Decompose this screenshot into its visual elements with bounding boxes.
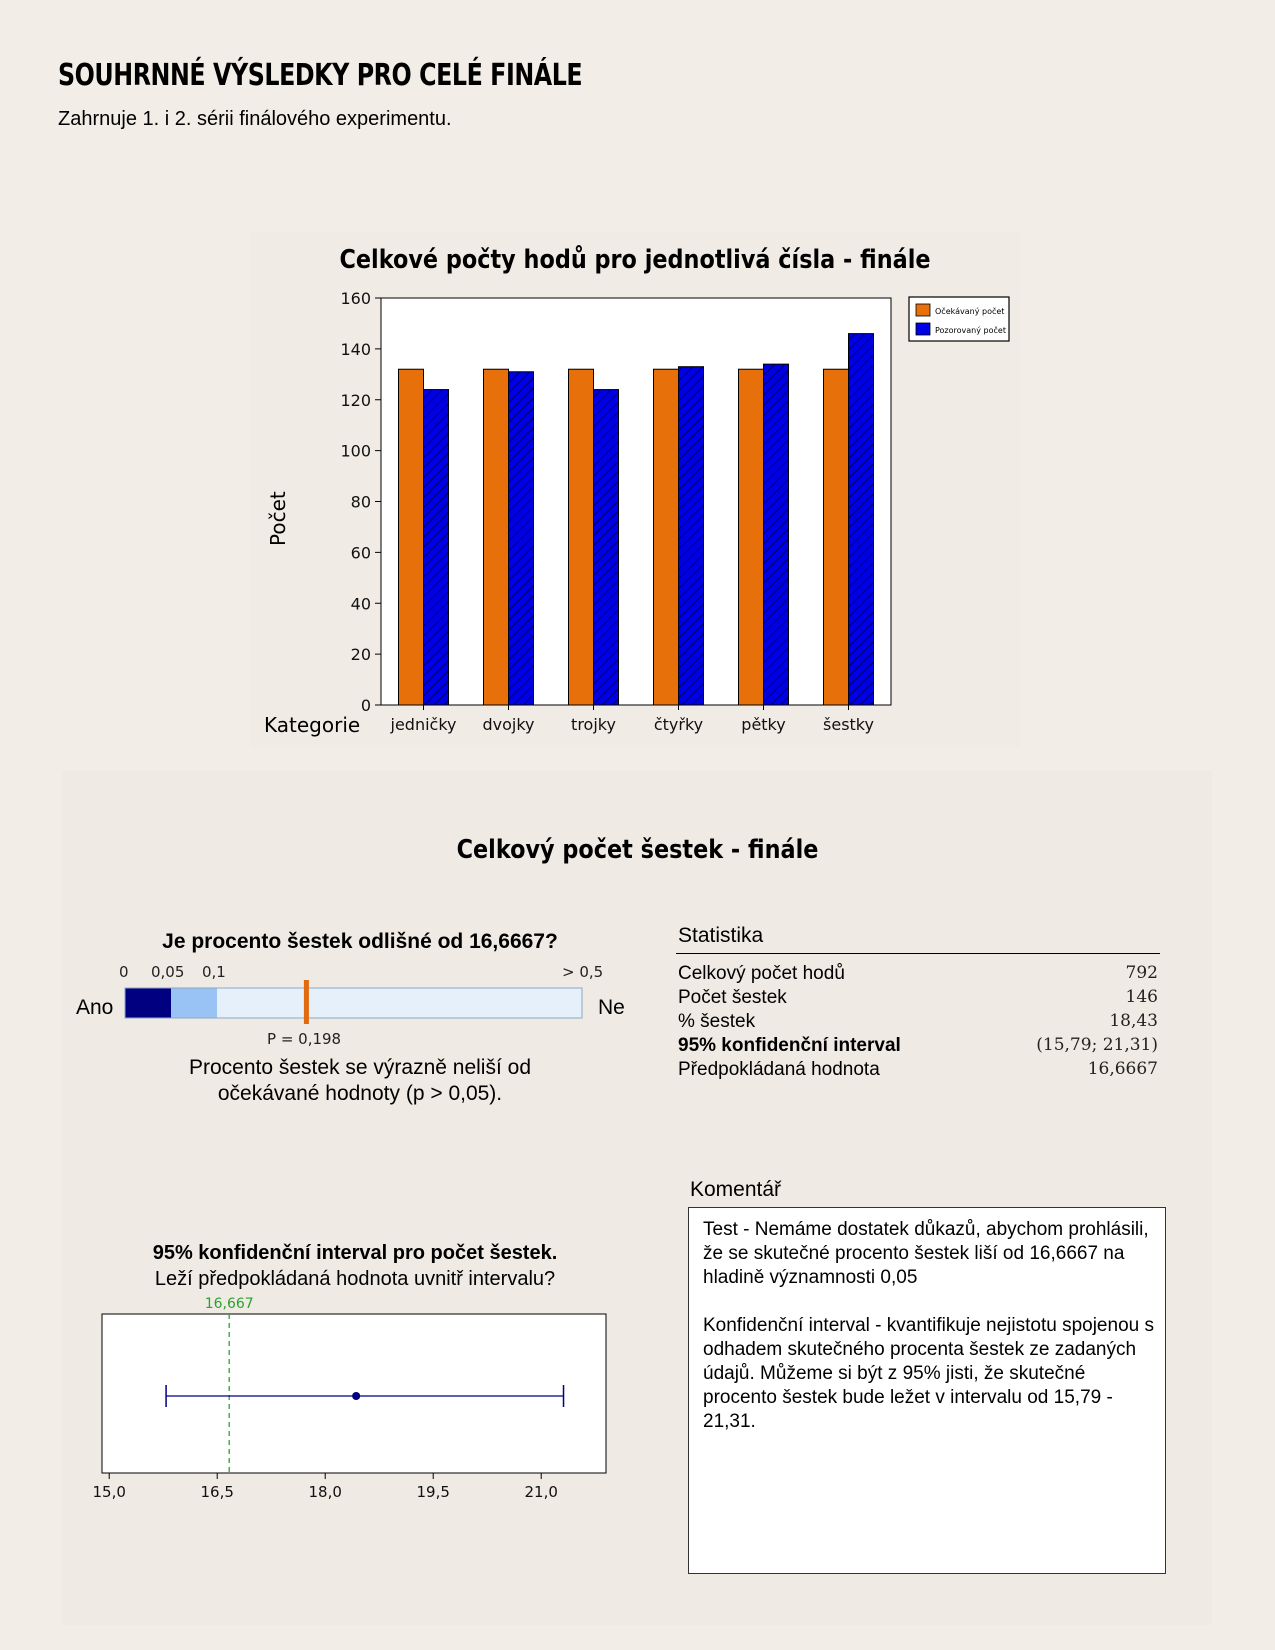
ci-x-tick-label: 21,0 xyxy=(524,1483,558,1501)
bar-observed xyxy=(424,390,449,705)
y-tick-label: 60 xyxy=(350,543,371,563)
pvalue-conclusion: Procento šestek se výrazně neliší od očekávané hodnoty (p > 0,05). xyxy=(188,1056,531,1105)
stat-label: Předpokládaná hodnota xyxy=(678,1059,880,1080)
pvalue-scale-bar xyxy=(120,978,584,1026)
x-tick-label: čtyřky xyxy=(653,715,704,734)
y-tick-label: 120 xyxy=(340,390,371,410)
bar-expected xyxy=(484,369,509,705)
comment-paragraph: Test - Nemáme dostatek důkazů, abychom prohlásili, že se skutečné procento šestek liší od 16,6667 na hladině významnosti 0,05 xyxy=(703,1219,1149,1288)
bar-chart xyxy=(0,0,1275,760)
page-title: SOUHRNNÉ VÝSLEDKY PRO CELÉ FINÁLE xyxy=(58,58,583,93)
reference-label: 16,667 xyxy=(204,1296,254,1312)
comment-paragraph: Konfidenční interval - kvantifikuje nejistotu spojenou s odhadem skutečného procenta šestek ze zadaných údajů. Můžeme si být z 95% jisti, že skutečné procento šestek bude ležet v intervalu od 15,79 - 21,31. xyxy=(703,1315,1154,1432)
y-axis-label: Počet xyxy=(266,491,290,546)
stats-header: Statistika xyxy=(678,924,764,947)
y-tick-label: 160 xyxy=(340,289,371,308)
stat-label: 95% konfidenční interval xyxy=(678,1035,901,1056)
legend-swatch xyxy=(916,323,930,335)
bar-expected xyxy=(569,369,594,705)
bar-observed xyxy=(764,364,789,705)
stat-value: 16,6667 xyxy=(1087,1059,1158,1079)
x-tick-label: šestky xyxy=(823,715,874,734)
p-value-label: P = 0,198 xyxy=(267,1030,342,1048)
scale-tick-label: 0 xyxy=(119,963,129,981)
significant-zone xyxy=(125,988,171,1018)
y-tick-label: 80 xyxy=(350,492,371,512)
ci-chart-title: 95% konfidenční interval pro počet šestek. xyxy=(152,1242,558,1264)
y-tick-label: 40 xyxy=(350,594,371,614)
x-tick-label: trojky xyxy=(571,715,616,734)
stat-value: 18,43 xyxy=(1109,1011,1158,1031)
no-label: Ne xyxy=(598,996,625,1019)
bar-expected xyxy=(739,369,764,705)
stat-label: Celkový počet hodů xyxy=(678,963,845,984)
scale-tick-label: 0,05 xyxy=(151,963,185,981)
stat-value: 146 xyxy=(1125,987,1158,1007)
ci-x-tick-label: 16,5 xyxy=(200,1483,234,1501)
yes-label: Ano xyxy=(76,996,114,1019)
x-tick-label: pětky xyxy=(741,715,786,734)
stats-divider xyxy=(676,953,1160,954)
y-tick-label: 140 xyxy=(340,339,371,359)
section-title: Celkový počet šestek - finále xyxy=(456,835,819,865)
bar-expected xyxy=(654,369,679,705)
page-subtitle: Zahrnuje 1. i 2. sérii finálového experimentu. xyxy=(58,108,452,130)
y-tick-label: 0 xyxy=(360,696,371,715)
bar-expected xyxy=(399,369,424,705)
p-value-marker xyxy=(304,980,309,1024)
stat-value: (15,79; 21,31) xyxy=(1036,1035,1158,1055)
stat-label: % šestek xyxy=(678,1011,756,1032)
legend-swatch xyxy=(916,304,930,316)
x-axis-label: Kategorie xyxy=(264,713,361,737)
ci-x-tick-label: 15,0 xyxy=(92,1483,126,1501)
not-significant-zone xyxy=(217,988,582,1018)
x-tick-label: dvojky xyxy=(482,715,535,734)
legend-label: Pozorovaný počet xyxy=(935,326,1006,335)
ci-x-tick-label: 18,0 xyxy=(308,1483,342,1501)
bar-chart-title: Celkové počty hodů pro jednotlivá čísla - finále xyxy=(339,245,931,275)
bar-observed xyxy=(679,367,704,705)
stat-label: Počet šestek xyxy=(678,987,787,1008)
pvalue-question: Je procento šestek odlišné od 16,6667? xyxy=(162,930,558,953)
ci-x-tick-label: 19,5 xyxy=(416,1483,450,1501)
bar-observed xyxy=(509,372,534,705)
plot-area xyxy=(381,298,891,705)
bar-observed xyxy=(849,334,874,705)
ci-chart-subtitle: Leží předpokládaná hodnota uvnitř intervalu? xyxy=(154,1268,556,1290)
legend-label: Očekávaný počet xyxy=(935,307,1005,316)
x-tick-label: jedničky xyxy=(390,715,457,734)
scale-tick-label: 0,1 xyxy=(202,963,226,981)
scale-tick-label: > 0,5 xyxy=(562,963,604,981)
bar-observed xyxy=(594,390,619,705)
marginal-zone xyxy=(171,988,217,1018)
y-tick-label: 20 xyxy=(350,645,371,665)
comment-header: Komentář xyxy=(690,1178,782,1201)
y-tick-label: 100 xyxy=(340,441,371,461)
bar-expected xyxy=(824,369,849,705)
stat-value: 792 xyxy=(1125,963,1158,983)
